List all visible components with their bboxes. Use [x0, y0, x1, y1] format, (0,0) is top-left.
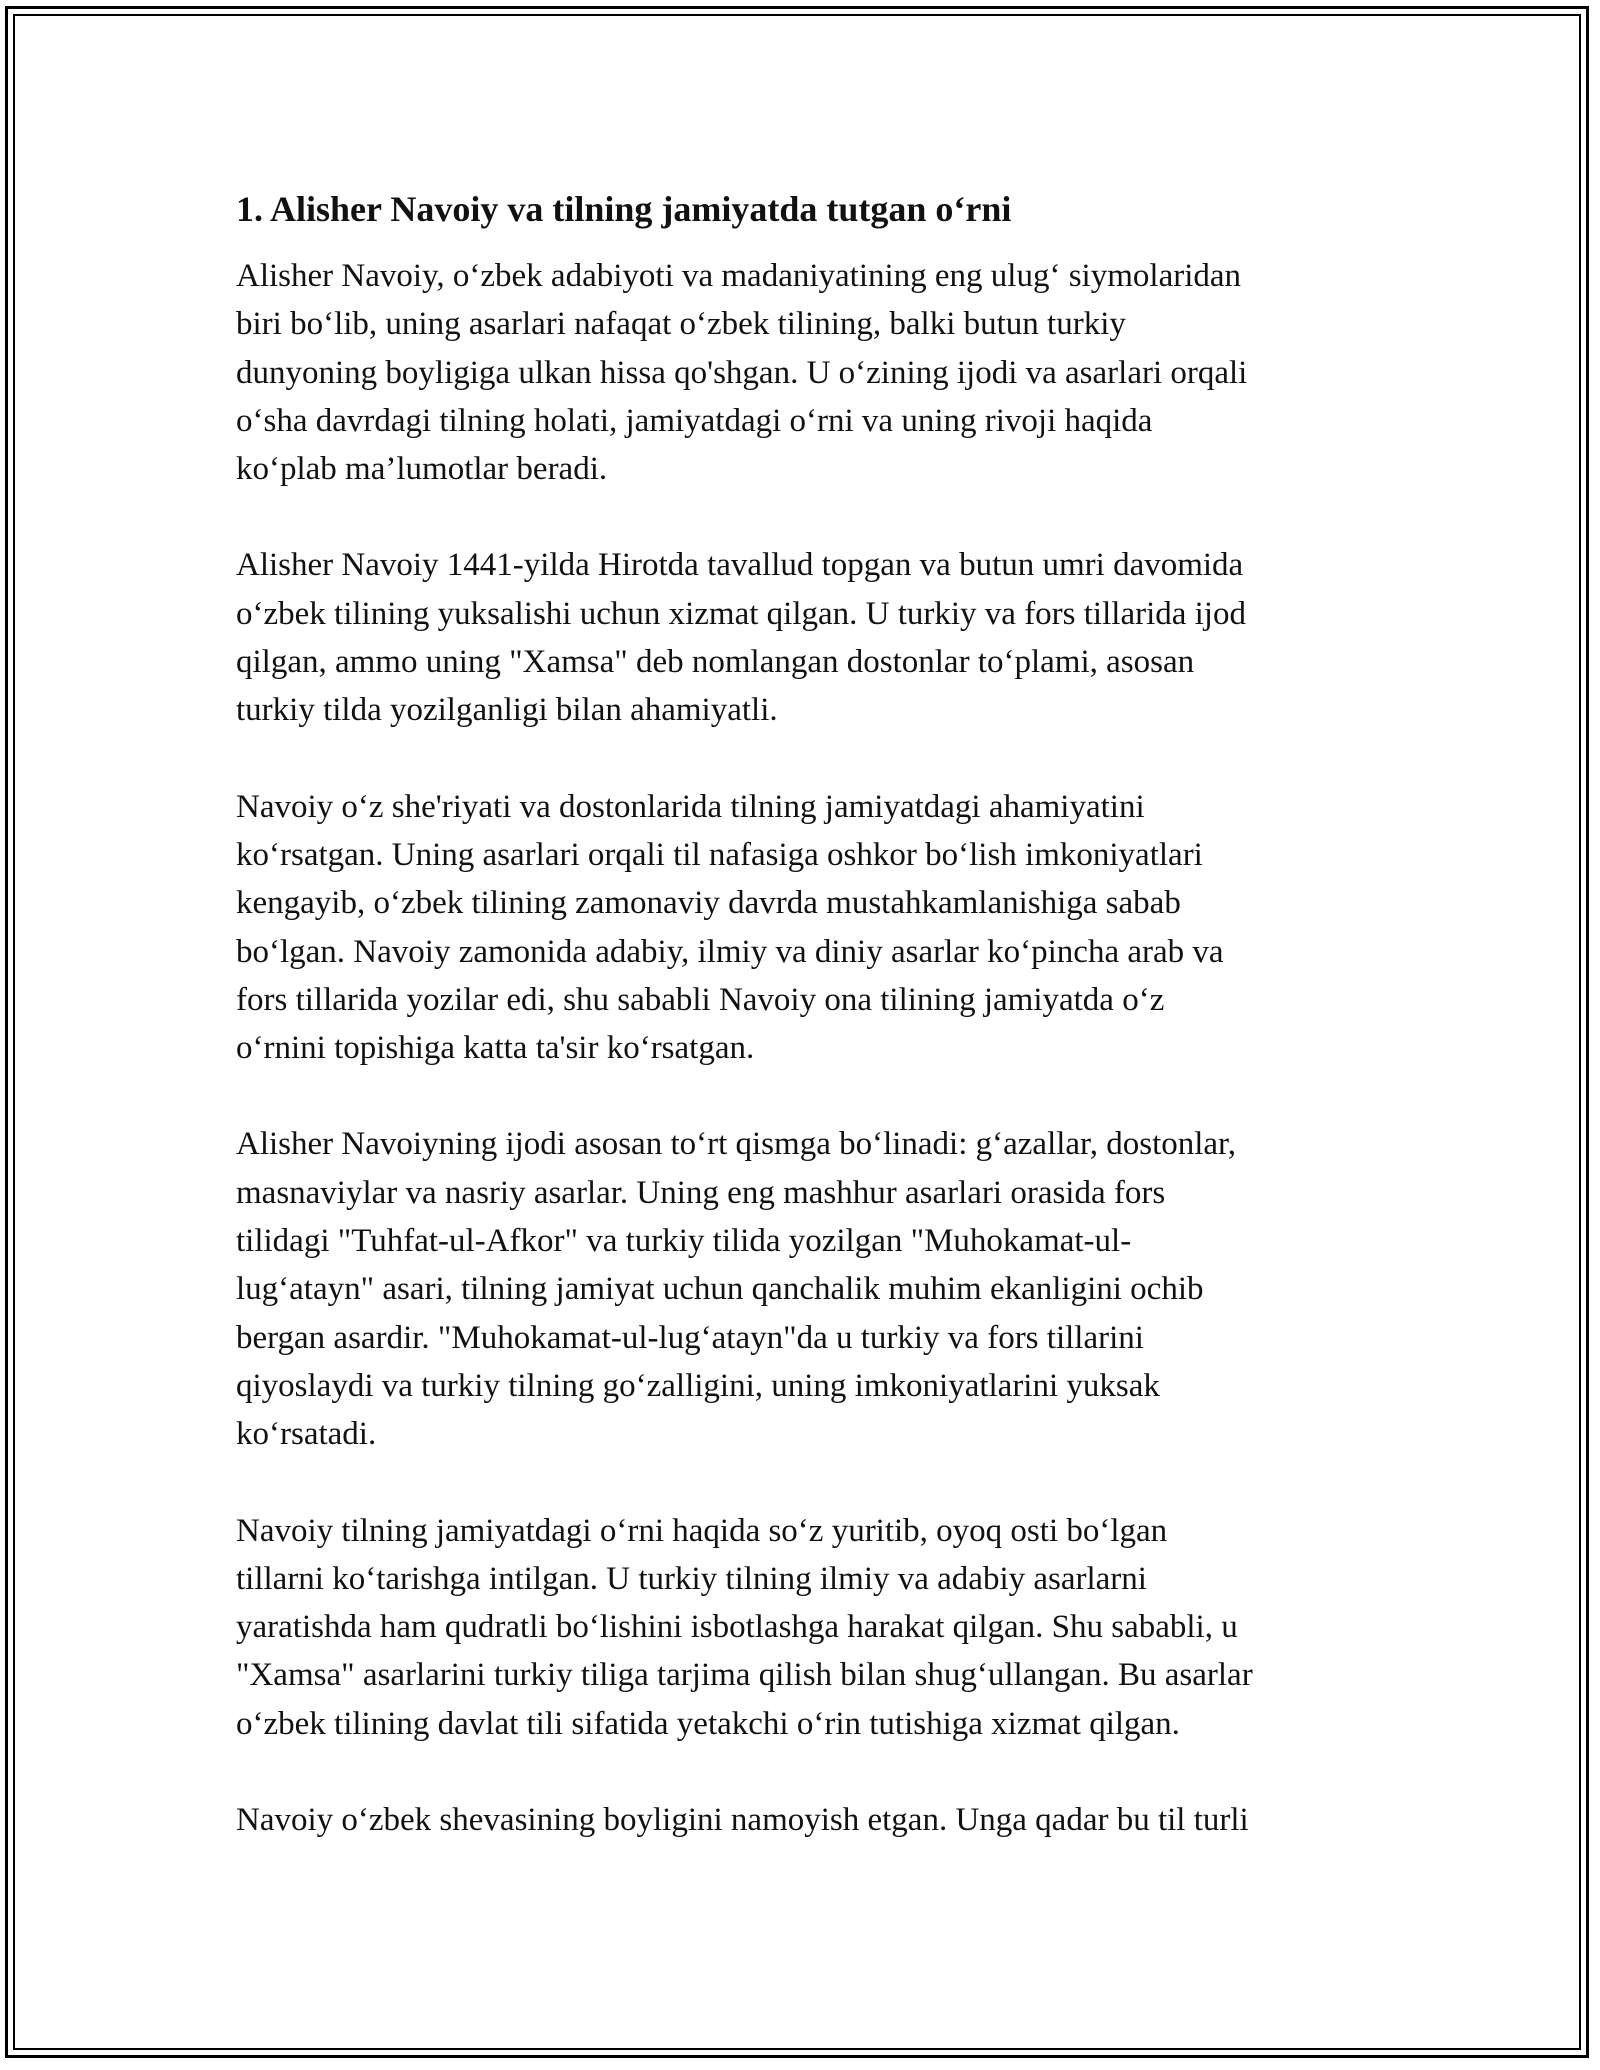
paragraph-6 [236, 1796, 1376, 1844]
text-line: o‘zbek tilining davlat tili sifatida yetakchi o‘rin tutishiga xizmat qilgan. [236, 1705, 1180, 1742]
text-line: ko‘rsatadi. [236, 1416, 377, 1453]
text-line: Navoiy o‘zbek shevasining boyligini namoyish etgan. Unga qadar bu til turli [236, 1802, 1249, 1839]
text-line: Alisher Navoiyning ijodi asosan to‘rt qismga bo‘linadi: g‘azallar, dostonlar, [236, 1126, 1236, 1163]
paragraph-3 [236, 783, 1376, 1073]
text-line: Navoiy o‘z she'riyati va dostonlarida tilning jamiyatdagi ahamiyatini [236, 788, 1145, 825]
paragraph-1 [236, 252, 1376, 493]
text-line: Alisher Navoiy, o‘zbek adabiyoti va madaniyatining eng ulug‘ siymolaridan [236, 258, 1242, 294]
text-line: dunyoning boyligiga ulkan hissa qo'shgan. U o‘zining ijodi va asarlari orqali [236, 354, 1248, 391]
paragraph-5 [236, 1507, 1376, 1748]
document-body [236, 185, 1376, 1892]
text-line: ko‘plab ma’lumotlar beradi. [236, 451, 608, 488]
text-line: bergan asardir. "Muhokamat-ul-lug‘atayn"da u turkiy va fors tillarini [236, 1319, 1144, 1356]
text-line: tilidagi "Tuhfat-ul-Afkor" va turkiy tilida yozilgan "Muhokamat-ul- [236, 1223, 1132, 1260]
text-line: kengayib, o‘zbek tilining zamonaviy davrda mustahkamlanishiga sabab [236, 885, 1181, 922]
text-line: o‘rnini topishiga katta ta'sir ko‘rsatgan. [236, 1030, 755, 1067]
paragraph-4 [236, 1120, 1376, 1458]
text-line: o‘sha davrdagi tilning holati, jamiyatdagi o‘rni va uning rivoji haqida [236, 402, 1153, 439]
text-line: biri bo‘lib, uning asarlari nafaqat o‘zbek tilining, balki butun turkiy [236, 306, 1126, 343]
text-line: tillarni ko‘tarishga intilgan. U turkiy tilning ilmiy va adabiy asarlarni [236, 1560, 1147, 1597]
text-line: yaratishda ham qudratli bo‘lishini isbotlashga harakat qilgan. Shu sababli, u [236, 1609, 1238, 1646]
text-line: qilgan, ammo uning "Xamsa" deb nomlangan dostonlar to‘plami, asosan [236, 644, 1195, 681]
text-line: o‘zbek tilining yuksalishi uchun xizmat qilgan. U turkiy va fors tillarida ijod [236, 595, 1246, 632]
section-heading: 1. Alisher Navoiy va tilning jamiyatda tutgan o‘rni [236, 189, 1012, 229]
text-line: ko‘rsatgan. Uning asarlari orqali til nafasiga oshkor bo‘lish imkoniyatlari [236, 836, 1203, 873]
text-line: fors tillarida yozilar edi, shu sababli Navoiy ona tilining jamiyatda o‘z [236, 981, 1165, 1018]
text-line: bo‘lgan. Navoiy zamonida adabiy, ilmiy va diniy asarlar ko‘pincha arab va [236, 933, 1224, 970]
text-line: Alisher Navoiy 1441-yilda Hirotda tavallud topgan va butun umri davomida [236, 547, 1244, 584]
paragraph-2 [236, 541, 1376, 734]
text-line: Navoiy tilning jamiyatdagi o‘rni haqida so‘z yuritib, oyoq osti bo‘lgan [236, 1512, 1168, 1549]
text-line: qiyoslaydi va turkiy tilning go‘zalligini, uning imkoniyatlarini yuksak [236, 1367, 1160, 1404]
text-line: "Xamsa" asarlarini turkiy tiliga tarjima qilish bilan shug‘ullangan. Bu asarlar [236, 1657, 1253, 1694]
text-line: lug‘atayn" asari, tilning jamiyat uchun qanchalik muhim ekanligini ochib [236, 1271, 1204, 1308]
text-line: turkiy tilda yozilganligi bilan ahamiyatli. [236, 692, 778, 729]
text-line: masnaviylar va nasriy asarlar. Uning eng mashhur asarlari orasida fors [236, 1174, 1166, 1211]
